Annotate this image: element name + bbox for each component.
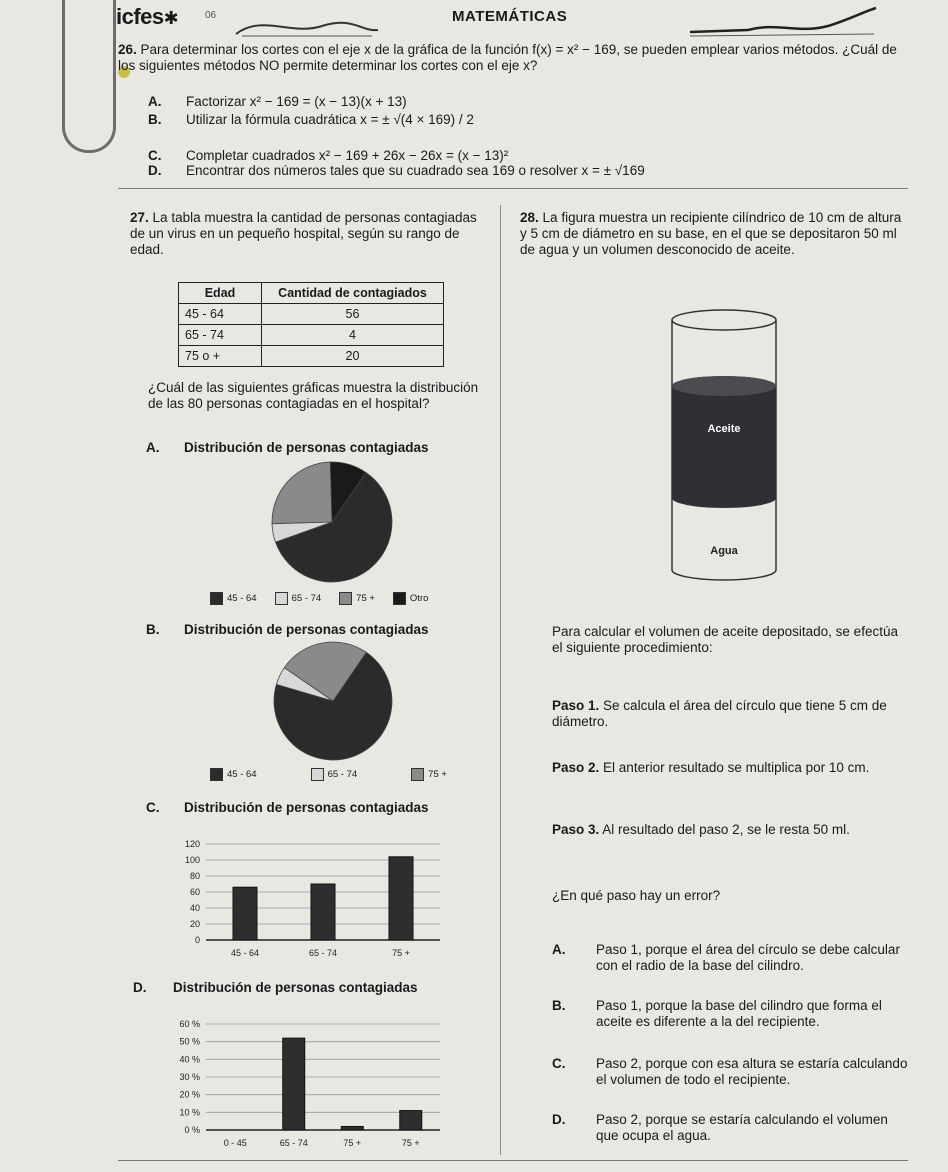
q26-option-d[interactable]: D. Encontrar dos números tales que su cuadrado sea 169 o resolver x = ± √169: [148, 163, 645, 178]
contagion-table: [178, 282, 444, 367]
y-tick-label: 0: [194, 935, 200, 945]
q27-option-c[interactable]: C. Distribución de personas contagiadas: [146, 800, 429, 815]
y-tick-label: 40 %: [179, 1054, 200, 1065]
bar-75-: [389, 857, 413, 940]
bar-75-: [400, 1111, 422, 1130]
bar-chart-d: [160, 1016, 450, 1156]
legend-swatch: [210, 592, 223, 605]
legend-swatch: [311, 768, 324, 781]
binder-ring: [62, 0, 116, 153]
bottom-divider: [118, 1160, 908, 1161]
y-tick-label: 0 %: [184, 1125, 200, 1135]
water-label: Agua: [710, 545, 738, 557]
header-wave-decoration-right: [688, 4, 878, 40]
table-cell: 45 - 64: [179, 304, 262, 325]
q26-option-a[interactable]: A. Factorizar x² − 169 = (x − 13)(x + 13): [148, 94, 407, 109]
y-tick-label: 30 %: [179, 1072, 200, 1082]
x-tick-label: 75 +: [401, 1138, 420, 1148]
table-cell: 65 - 74: [179, 325, 262, 346]
x-tick-label: 65 - 74: [279, 1138, 308, 1148]
chart-title: Distribución de personas contagiadas: [184, 440, 429, 455]
legend-swatch: [411, 768, 424, 781]
question-28-stem: La figura muestra un recipiente cilíndrico de 10 cm de altura y 5 cm de diámetro en su base, en el que se depositaron 50 ml de agua y un volumen desconocido de aceite.: [520, 210, 902, 257]
question-26: 26. Para determinar los cortes con el eje x de la gráfica de la función f(x) = x² − 169, se pueden emplear varios métodos. ¿Cuál de los siguientes métodos NO permite determinar los cortes con el eje x?: [118, 42, 897, 73]
chart-title: Distribución de personas contagiadas: [184, 622, 429, 637]
question-27-stem: La tabla muestra la cantidad de personas contagiadas de un virus en un pequeño hospital, según su rango de edad.: [130, 210, 477, 257]
bar-chart-c: [160, 836, 450, 966]
q28-option-c[interactable]: C. Paso 2, porque con esa altura se estaría calculando el volumen de todo el recipiente.: [552, 1056, 908, 1087]
divider: [118, 188, 908, 189]
q28-option-a[interactable]: A. Paso 1, porque el área del círculo se debe calcular con el radio de la base del cilindro.: [552, 942, 900, 973]
y-tick-label: 120: [184, 839, 200, 849]
step-2: Paso 2. El anterior resultado se multiplica por 10 cm.: [552, 760, 870, 775]
q28-option-d[interactable]: D. Paso 2, porque se estaría calculando el volumen que ocupa el agua.: [552, 1112, 888, 1143]
q27-option-b[interactable]: B. Distribución de personas contagiadas: [146, 622, 429, 637]
oil-label: Aceite: [707, 423, 741, 435]
table-cell: 75 o +: [179, 346, 262, 367]
x-tick-label: 45 - 64: [230, 948, 260, 958]
step-3: Paso 3. Al resultado del paso 2, se le resta 50 ml.: [552, 822, 850, 837]
step-1: Paso 1. Se calcula el área del círculo que tiene 5 cm de diámetro.: [552, 698, 887, 729]
y-tick-label: 50 %: [179, 1036, 200, 1047]
y-tick-label: 10 %: [179, 1107, 200, 1118]
y-tick-label: 20 %: [179, 1089, 200, 1100]
pie-slice-75-: [272, 462, 332, 524]
procedure-intro: Para calcular el volumen de aceite depositado, se efectúa el siguiente procedimiento:: [552, 624, 898, 655]
question-27-prompt: ¿Cuál de las siguientes gráficas muestra la distribución de las 80 personas contagiadas en el hospital?: [148, 380, 479, 411]
chart-title: Distribución de personas contagiadas: [184, 800, 429, 815]
table-row: [179, 325, 444, 346]
legend-swatch: [275, 592, 288, 605]
x-tick-label: 0 - 45: [223, 1138, 247, 1148]
y-tick-label: 60: [189, 887, 200, 897]
legend-a: 45 - 64 65 - 74 75 + Otro: [210, 592, 428, 605]
question-27: 27. La tabla muestra la cantidad de personas contagiadas de un virus en un pequeño hospital, según su rango de edad.: [130, 210, 477, 257]
table-header: Edad: [179, 283, 262, 304]
q26-option-c[interactable]: C. Completar cuadrados x² − 169 + 26x − 26x = (x − 13)²: [148, 148, 509, 163]
legend-b: 45 - 64 65 - 74 75 +: [210, 768, 447, 781]
table-row: [179, 346, 444, 367]
legend-swatch: [393, 592, 406, 605]
y-tick-label: 40: [189, 903, 200, 913]
table-cell: 56: [262, 304, 444, 325]
y-tick-label: 100: [184, 855, 200, 865]
y-tick-label: 80: [189, 871, 200, 881]
bar-65-74: [283, 1038, 305, 1130]
subject-title: MATEMÁTICAS: [452, 8, 568, 25]
y-tick-label: 20: [189, 919, 200, 929]
legend-swatch: [210, 768, 223, 781]
page-code: 06: [205, 10, 217, 21]
table-header: Cantidad de contagiados: [262, 283, 444, 304]
pie-chart-b: [272, 640, 394, 762]
x-tick-label: 65 - 74: [308, 948, 338, 958]
table-row: [179, 304, 444, 325]
question-26-stem: Para determinar los cortes con el eje x de la gráfica de la función f(x) = x² − 169, se pueden emplear varios métodos. ¿Cuál de los siguientes métodos NO permite determinar los cortes con el eje x?: [118, 42, 897, 73]
bar-75-: [341, 1126, 363, 1130]
cylinder-figure: [668, 308, 780, 588]
q27-option-a[interactable]: A. Distribución de personas contagiadas: [146, 440, 429, 455]
table-cell: 4: [262, 325, 444, 346]
legend-swatch: [339, 592, 352, 605]
question-28-prompt: ¿En qué paso hay un error?: [552, 888, 721, 903]
header-wave-decoration: [232, 6, 382, 40]
icfes-logo: icfes✱: [116, 4, 179, 29]
x-tick-label: 75 +: [392, 948, 410, 958]
bar-45-64: [233, 887, 257, 940]
table-header-row: [179, 283, 444, 304]
pie-chart-a: [270, 460, 394, 584]
table-cell: 20: [262, 346, 444, 367]
y-tick-label: 60 %: [179, 1019, 200, 1029]
chart-title: Distribución de personas contagiadas: [173, 980, 418, 995]
x-tick-label: 75 +: [343, 1138, 362, 1148]
bar-65-74: [311, 884, 335, 940]
column-divider: [500, 205, 501, 1155]
q28-option-b[interactable]: B. Paso 1, porque la base del cilindro que forma el aceite es diferente a la del recipiente.: [552, 998, 882, 1029]
question-28: 28. La figura muestra un recipiente cilíndrico de 10 cm de altura y 5 cm de diámetro en su base, en el que se depositaron 50 ml de agua y un volumen desconocido de aceite.: [520, 210, 902, 257]
q27-option-d[interactable]: D. Distribución de personas contagiadas: [133, 980, 418, 995]
star-icon: ✱: [163, 8, 179, 28]
q26-option-b[interactable]: B. Utilizar la fórmula cuadrática x = ± √(4 × 169) / 2: [148, 112, 474, 127]
